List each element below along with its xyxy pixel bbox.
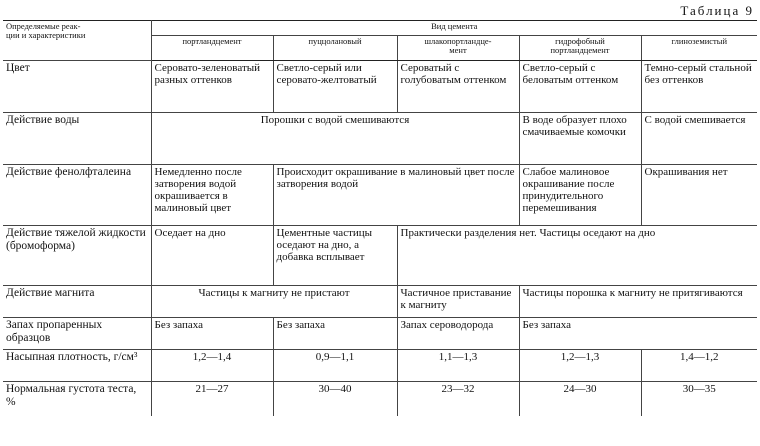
cell-heavy-pozzolan: Цементные частицы оседают на дно, а добавка всплывает	[273, 226, 397, 286]
label-heavy: Действие тяжелой жидкости (бромоформа)	[3, 226, 151, 286]
cell-color-slag: Сероватый с голубоватым оттенком	[397, 61, 519, 113]
table-caption: Таблица 9	[680, 3, 754, 18]
cell-water-hydrophobic: В воде образует плохо смачиваемые комочки	[519, 113, 641, 165]
label-phenol: Действие фенолфталеина	[3, 165, 151, 226]
cell-density-hydrophobic: 1,2—1,3	[519, 350, 641, 382]
cell-color-hydrophobic: Светло-серый с беловатым оттенком	[519, 61, 641, 113]
label-smell: Запах пропаренных образцов	[3, 318, 151, 350]
cell-consistency-alumina: 30—35	[641, 382, 757, 416]
label-density: Насыпная плотность, г/см³	[3, 350, 151, 382]
cell-phenol-hydrophobic: Слабое малиновое окрашивание после принудительного перемешивания	[519, 165, 641, 226]
cell-color-portland: Серовато-зеленоватый разных оттенков	[151, 61, 273, 113]
row-magnet	[3, 286, 757, 318]
label-consistency: Нормальная густота теста, %	[6, 383, 137, 408]
cell-smell-slag: Запах сероводорода	[397, 318, 519, 350]
label-color: Цвет	[3, 61, 151, 113]
cell-smell-portland: Без запаха	[151, 318, 273, 350]
col-alumina: глиноземистый	[641, 36, 757, 61]
label-magnet: Действие магнита	[3, 286, 151, 318]
cell-phenol-alumina: Окрашивания нет	[641, 165, 757, 226]
cell-color-alumina: Темно-серый стальной без оттенков	[641, 61, 757, 113]
cell-color-pozzolan: Светло-серый или серовато-желтоватый	[273, 61, 397, 113]
cell-magnet-rest: Частицы порошка к магниту не притягиваются	[519, 286, 757, 318]
col-hydrophobic: гидрофобный портландцемент	[519, 36, 641, 61]
cell-smell-pozzolan: Без запаха	[273, 318, 397, 350]
cell-water-alumina: С водой смешивается	[641, 113, 757, 165]
cell-consistency-slag: 23—32	[397, 382, 519, 416]
col-slag: шлакопортландце- мент	[397, 36, 519, 61]
row-color	[3, 61, 757, 113]
row-water	[3, 113, 757, 165]
col-portland: портландцемент	[151, 36, 273, 61]
cell-consistency-hydrophobic: 24—30	[519, 382, 641, 416]
cell-density-alumina: 1,4—1,2	[641, 350, 757, 382]
cell-heavy-rest: Практически разделения нет. Частицы оседают на дно	[397, 226, 757, 286]
cell-magnet-slag: Частичное приставание к магниту	[397, 286, 519, 318]
cell-consistency-portland: 21—27	[151, 382, 273, 416]
cement-table	[3, 20, 757, 416]
row-density	[3, 350, 757, 382]
cell-density-portland: 1,2—1,4	[151, 350, 273, 382]
col-pozzolan: пуццолановый	[273, 36, 397, 61]
row-smell	[3, 318, 757, 350]
row-consistency	[3, 382, 757, 416]
cell-magnet-first: Частицы к магниту не пристают	[151, 286, 397, 318]
cell-density-slag: 1,1—1,3	[397, 350, 519, 382]
row-heavy	[3, 226, 757, 286]
cell-phenol-portland: Немедленно после затворения водой окрашивается в малиновый цвет	[151, 165, 273, 226]
cell-density-pozzolan: 0,9—1,1	[273, 350, 397, 382]
label-water: Действие воды	[3, 113, 151, 165]
group-header: Вид цемента	[151, 21, 757, 36]
row-header: Определяемые реак- ции и характеристики	[3, 21, 151, 61]
row-phenol	[3, 165, 757, 226]
cell-water-common: Порошки с водой смешиваются	[151, 113, 519, 165]
cell-heavy-portland: Оседает на дно	[151, 226, 273, 286]
cell-smell-rest: Без запаха	[519, 318, 757, 350]
cell-phenol-middle: Происходит окрашивание в малиновый цвет после затворения водой	[273, 165, 519, 226]
cell-consistency-pozzolan: 30—40	[273, 382, 397, 416]
